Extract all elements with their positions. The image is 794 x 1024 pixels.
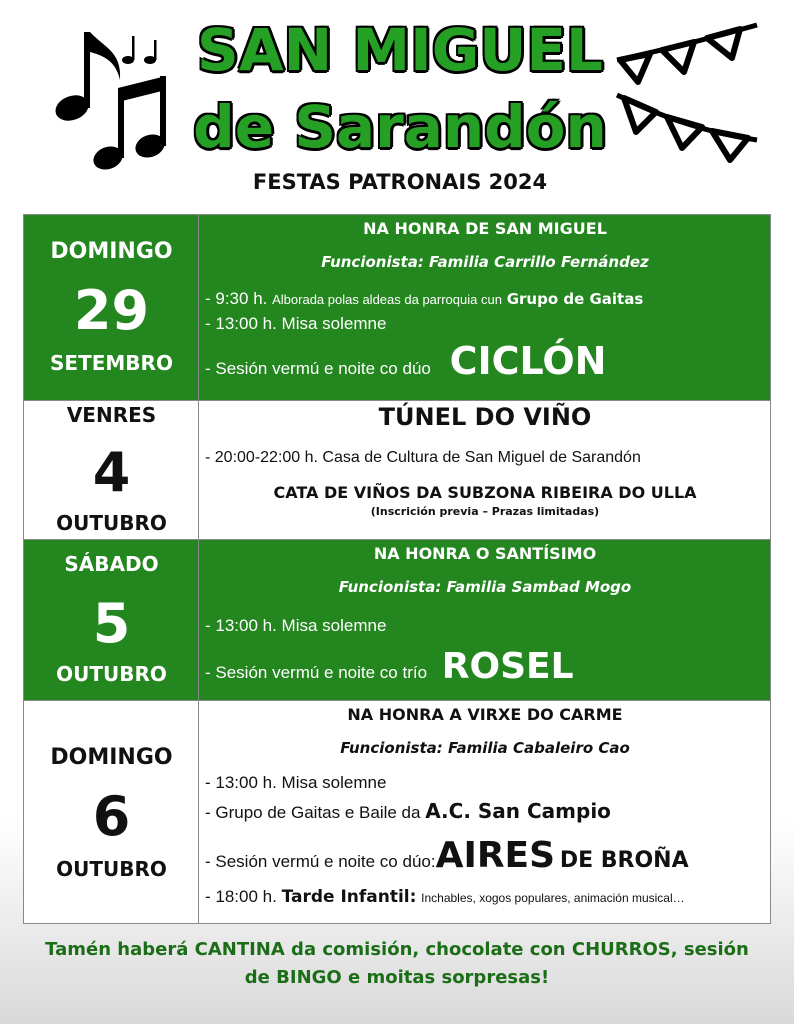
- day-number: 6: [92, 785, 131, 848]
- day-name: DOMINGO: [50, 745, 173, 770]
- event-text: Inchables, xogos populares, animación musical…: [421, 891, 685, 905]
- events-cell: [200, 540, 770, 700]
- band-name: ROSEL: [441, 646, 574, 687]
- day-number: 5: [92, 592, 131, 655]
- event-highlight: A.C. San Campio: [425, 799, 611, 823]
- event-text: - Sesión vermú e noite co trío: [205, 663, 428, 682]
- event-line: [205, 799, 611, 823]
- event-line: [205, 835, 689, 876]
- event-line: [205, 289, 643, 309]
- event-line: - 20:00-22:00 h. Casa de Cultura de San Miguel de Sarandón: [205, 449, 641, 466]
- day-name: VENRES: [66, 403, 157, 427]
- event-line: [205, 339, 606, 383]
- footer-line-2: de BINGO e moitas sorpresas!: [244, 967, 550, 988]
- event-highlight: Grupo de Gaitas: [506, 290, 644, 308]
- event-note: (Inscrición previa – Prazas limitadas): [370, 505, 600, 518]
- page-title-line2: de Sarandón: [193, 93, 607, 161]
- band-name: AIRES: [435, 835, 556, 876]
- event-line: - 13:00 h. Misa solemne: [205, 616, 387, 635]
- schedule-table: [23, 214, 771, 924]
- funcionista: Funcionista: Familia Carrillo Fernández: [321, 253, 649, 271]
- day-name: DOMINGO: [50, 239, 173, 264]
- event-highlight: CATA DE VIÑOS DA SUBZONA RIBEIRA DO ULLA: [273, 483, 697, 502]
- event-heading: TÚNEL DO VIÑO: [378, 403, 592, 431]
- day-row-1: [24, 215, 770, 400]
- event-line: - 13:00 h. Misa solemne: [205, 314, 387, 333]
- band-name: CICLÓN: [449, 339, 607, 383]
- day-row-3: [24, 539, 770, 700]
- event-text: - Sesión vermú e noite co dúo:: [205, 852, 436, 871]
- event-time: - 18:00 h.: [205, 887, 277, 906]
- music-notes-icon: [50, 18, 170, 173]
- events-cell: [200, 215, 770, 400]
- funcionista: Funcionista: Familia Sambad Mogo: [338, 578, 632, 596]
- page-subtitle: FESTAS PATRONAIS 2024: [252, 170, 548, 194]
- pennant-bunting-icon: [612, 20, 762, 170]
- event-highlight: Tarde Infantil:: [281, 887, 417, 907]
- date-cell: [24, 701, 199, 923]
- events-cell: [200, 401, 770, 539]
- day-name: SÁBADO: [64, 552, 159, 576]
- date-cell: [24, 401, 199, 539]
- day-row-4: [24, 700, 770, 923]
- event-text: - Sesión vermú e noite co dúo: [205, 359, 431, 378]
- month-name: OUTUBRO: [56, 857, 167, 881]
- month-name: SETEMBRO: [50, 351, 173, 375]
- day-number: 4: [92, 441, 131, 504]
- band-name-rest: DE BROÑA: [559, 848, 689, 873]
- footer-note: [20, 936, 774, 992]
- event-heading: NA HONRA O SANTÍSIMO: [373, 544, 597, 563]
- day-row-2: [24, 400, 770, 539]
- event-line: [205, 646, 574, 687]
- event-text: Alborada polas aldeas da parroquia cun: [272, 292, 502, 307]
- event-time: - 9:30 h.: [205, 289, 268, 308]
- day-number: 29: [73, 279, 150, 342]
- funcionista: Funcionista: Familia Cabaleiro Cao: [340, 739, 630, 757]
- page-title: SAN MIGUEL: [197, 16, 603, 84]
- event-line: - 13:00 h. Misa solemne: [205, 773, 387, 792]
- month-name: OUTUBRO: [56, 511, 167, 535]
- event-text: - Grupo de Gaitas e Baile da: [205, 803, 421, 822]
- event-line: [205, 887, 685, 907]
- events-cell: [200, 701, 770, 923]
- date-cell: [24, 540, 199, 700]
- footer-line-1: Tamén haberá CANTINA da comisión, chocolate con CHURROS, sesión: [45, 939, 749, 960]
- month-name: OUTUBRO: [56, 662, 167, 686]
- event-heading: NA HONRA A VIRXE DO CARME: [347, 705, 623, 724]
- event-heading: NA HONRA DE SAN MIGUEL: [363, 219, 607, 238]
- date-cell: [24, 215, 199, 400]
